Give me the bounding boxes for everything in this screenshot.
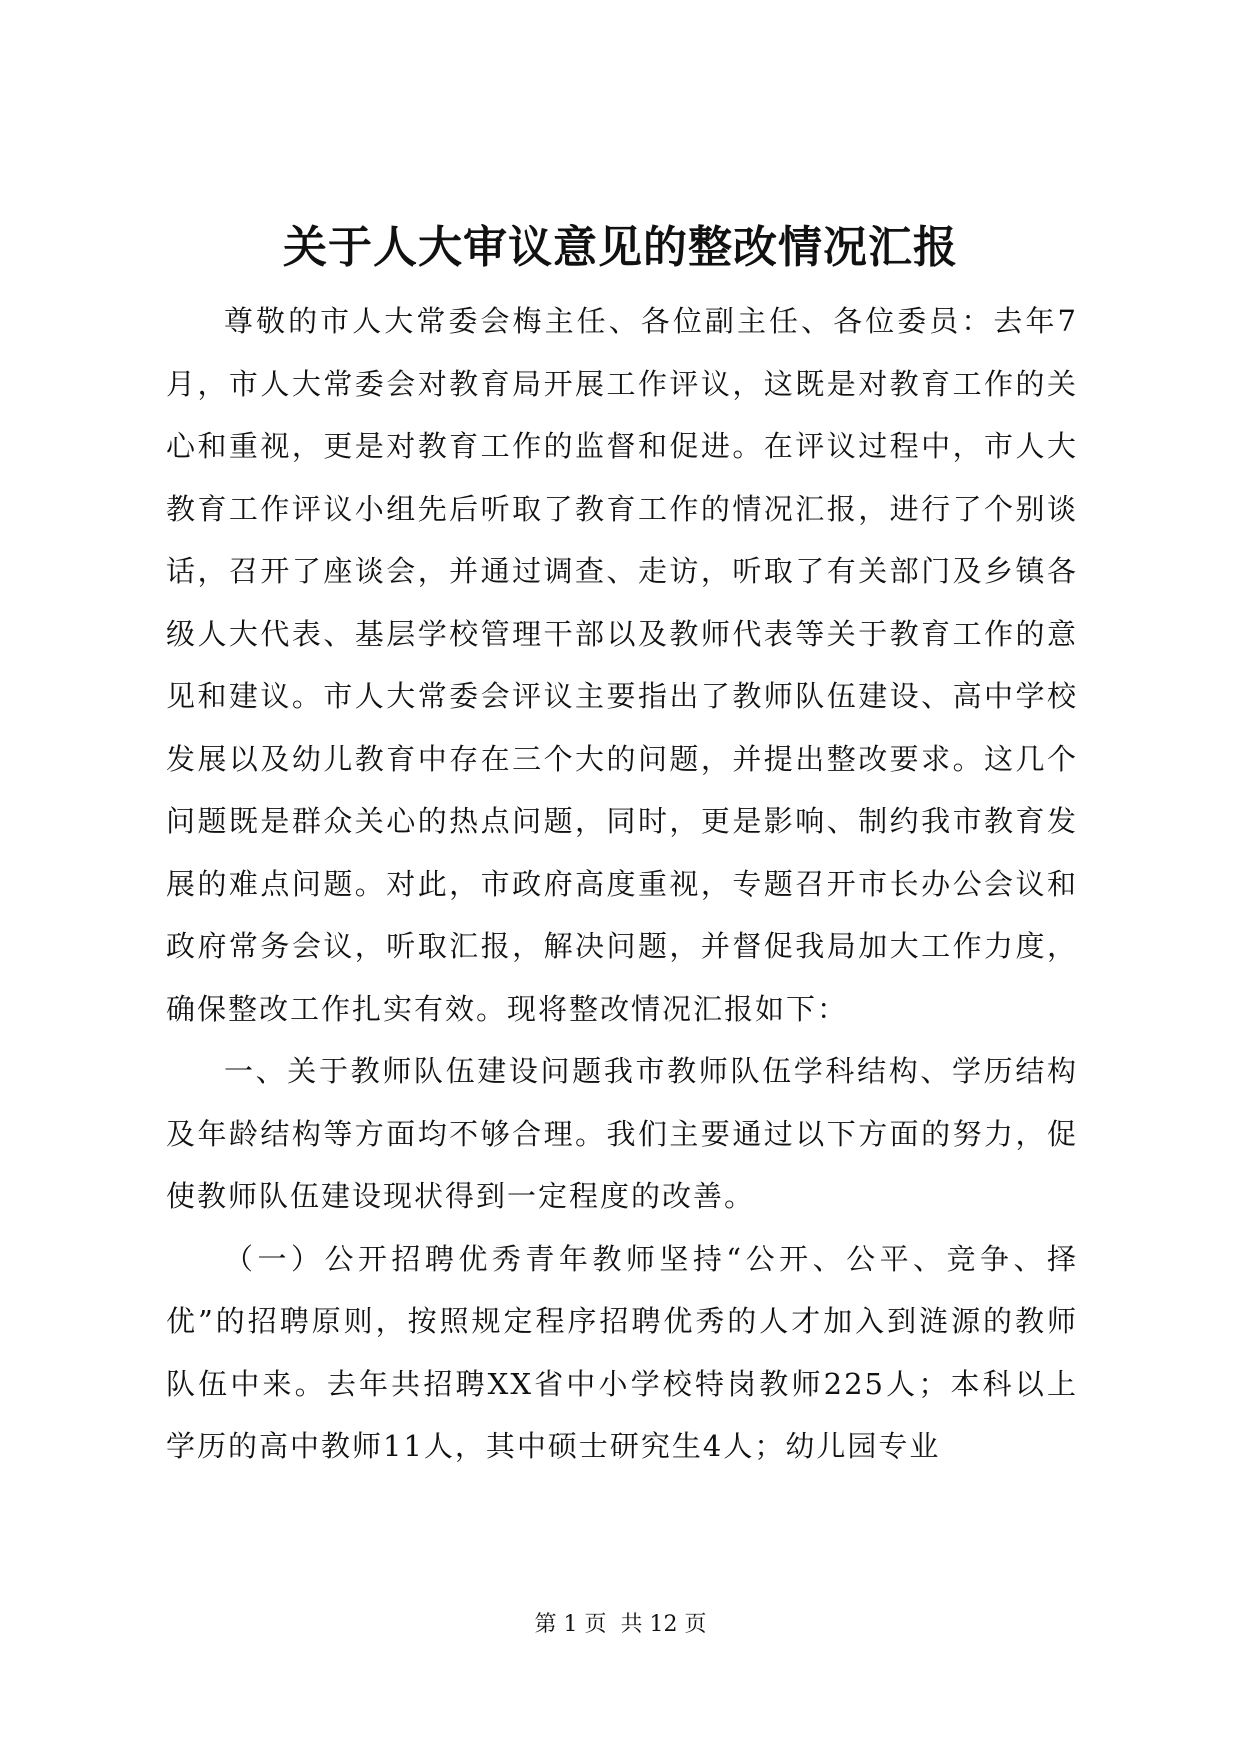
paragraph-section-one: 一、关于教师队伍建设问题我市教师队伍学科结构、学历结构及年龄结构等方面均不够合理。我们主要通过以下方面的努力，促使教师队伍建设现状得到一定程度的改善。: [166, 1054, 1078, 1213]
paragraph-intro: 尊敬的市人大常委会梅主任、各位副主任、各位委员：去年7月，市人大常委会对教育局开展工作评议，这既是对教育工作的关心和重视，更是对教育工作的监督和促进。在评议过程中，市人大教育工作评议小组先后听取了教育工作的情况汇报，进行了个别谈话，召开了座谈会，并通过调查、走访，听取了有关部门及乡镇各级人大代表、基层学校管理干部以及教师代表等关于教育工作的意见和建议。市人大常委会评议主要指出了教师队伍建设、高中学校发展以及幼儿教育中存在三个大的问题，并提出整改要求。这几个问题既是群众关心的热点问题，同时，更是影响、制约我市教育发展的难点问题。对此，市政府高度重视，专题召开市长办公会议和政府常务会议，听取汇报，解决问题，并督促我局加大工作力度，确保整改工作扎实有效。现将整改情况汇报如下：: [166, 304, 1078, 1026]
page-footer: [0, 1610, 1241, 1640]
document-body: [166, 290, 1078, 1478]
document-title: 关于人大审议意见的整改情况汇报: [283, 222, 958, 273]
page-number: 第 1 页 共 12 页: [534, 1612, 707, 1637]
paragraph-subsection-one: （一）公开招聘优秀青年教师坚持“公开、公平、竞争、择优”的招聘原则，按照规定程序招聘优秀的人才加入到涟源的教师队伍中来。去年共招聘XX省中小学校特岗教师225人；本科以上学历的高中教师11人，其中硕士研究生4人；幼儿园专业: [166, 1241, 1078, 1463]
